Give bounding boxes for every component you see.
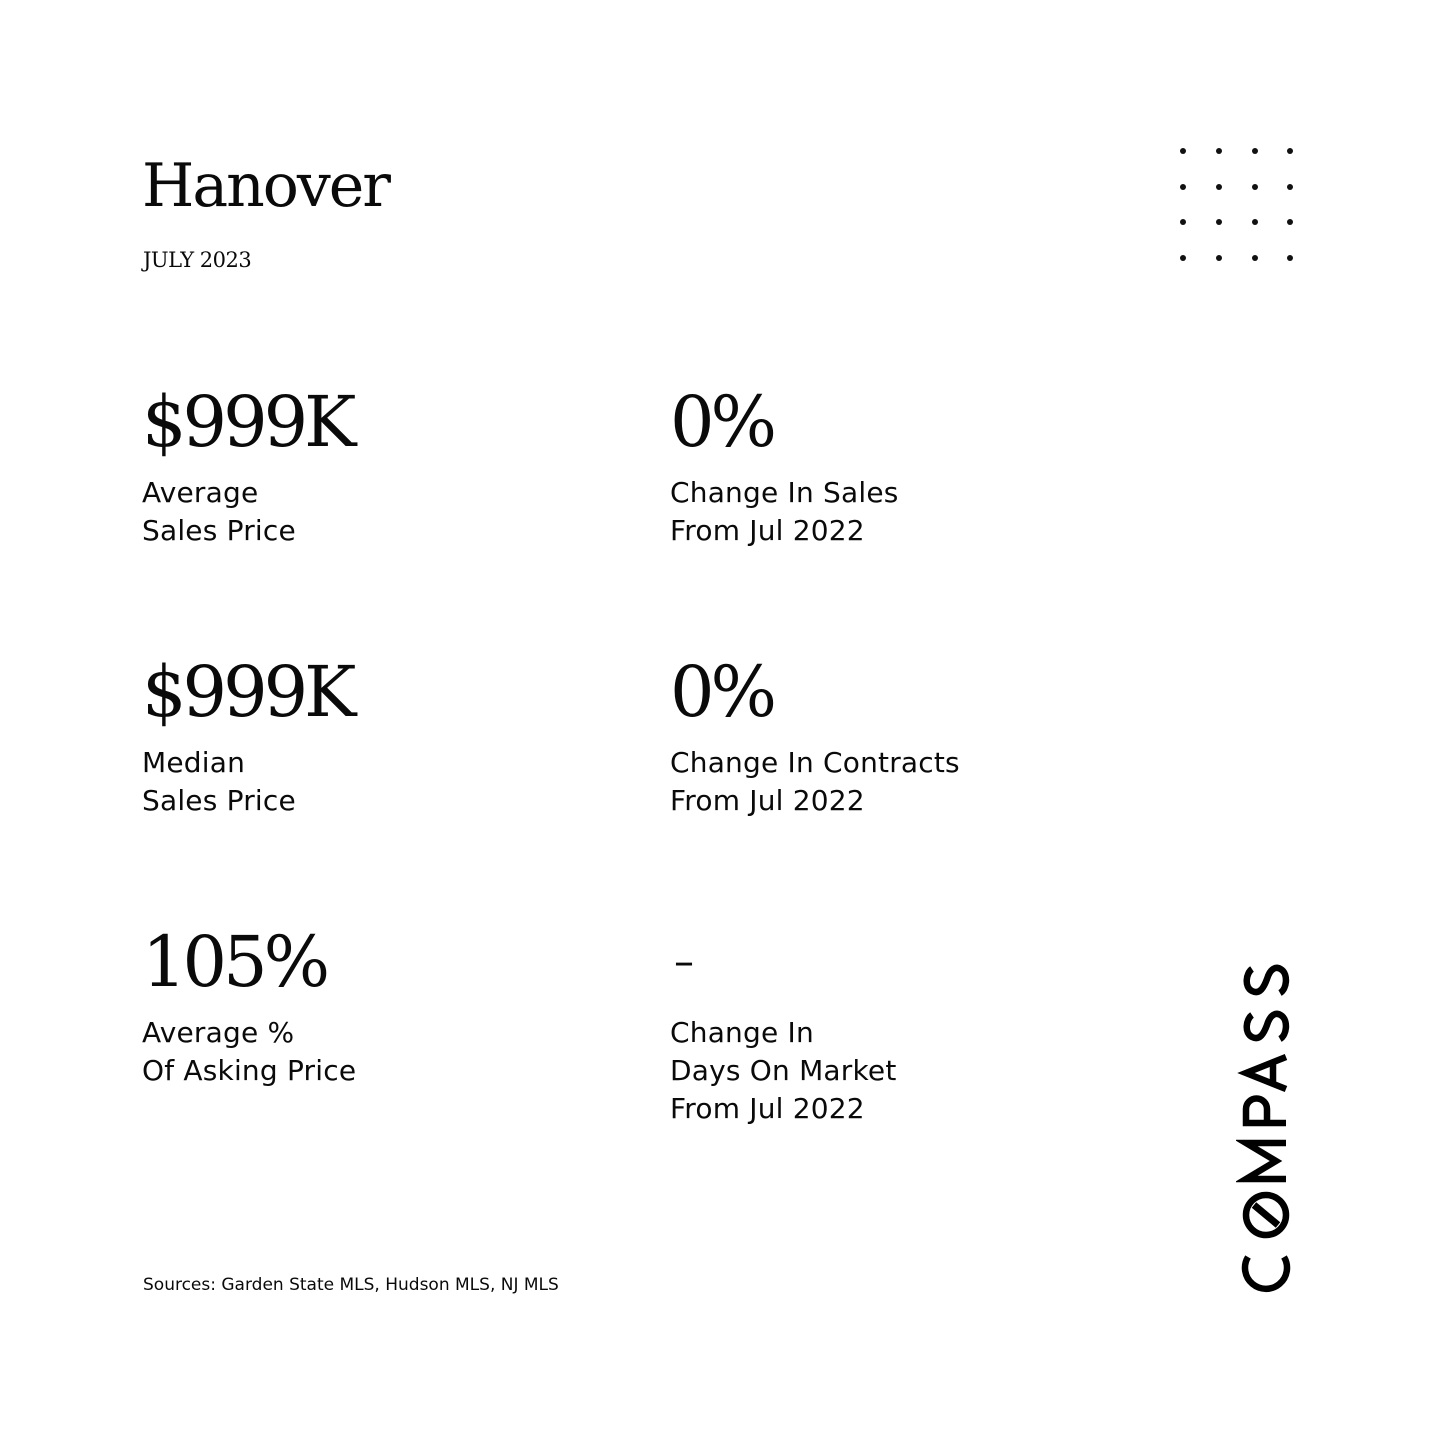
stat-change-in-sales <box>670 382 1130 550</box>
stat-value: 0% <box>670 651 774 733</box>
stat-label-line: From Jul 2022 <box>670 514 865 547</box>
stat-label <box>142 744 602 820</box>
stat-label-line: From Jul 2022 <box>670 784 865 817</box>
stat-value: 105% <box>142 921 327 1003</box>
stat-label <box>142 474 602 550</box>
stat-label-line: Sales Price <box>142 784 296 817</box>
sources-note: Sources: Garden State MLS, Hudson MLS, NJ MLS <box>143 1275 559 1295</box>
stat-value: $999K <box>142 381 353 463</box>
stat-label-line: Days On Market <box>670 1054 897 1087</box>
compass-logo <box>1236 955 1296 1295</box>
report-date: JULY 2023 <box>143 248 252 272</box>
stat-average-pct-of-asking <box>142 922 602 1090</box>
stat-average-sales-price <box>142 382 602 550</box>
stat-label <box>670 1014 1130 1128</box>
stat-label-line: Change In Contracts <box>670 746 960 779</box>
stat-label <box>142 1014 602 1090</box>
dot-grid-icon <box>1170 139 1300 269</box>
stat-value: 0% <box>670 381 774 463</box>
stat-label-line: Average <box>142 476 259 509</box>
stat-label <box>670 744 1130 820</box>
stat-label-line: Change In Sales <box>670 476 899 509</box>
stat-change-in-contracts <box>670 652 1130 820</box>
stat-value: – <box>674 939 694 985</box>
page-title: Hanover <box>142 151 389 221</box>
stat-label-line: From Jul 2022 <box>670 1092 865 1125</box>
stat-label-line: Median <box>142 746 246 779</box>
stat-label <box>670 474 1130 550</box>
stat-change-in-days-on-market <box>670 922 1130 1128</box>
stat-value: $999K <box>142 651 353 733</box>
stat-label-line: Average % <box>142 1016 295 1049</box>
stat-label-line: Of Asking Price <box>142 1054 357 1087</box>
stat-label-line: Change In <box>670 1016 814 1049</box>
stat-median-sales-price <box>142 652 602 820</box>
stat-label-line: Sales Price <box>142 514 296 547</box>
